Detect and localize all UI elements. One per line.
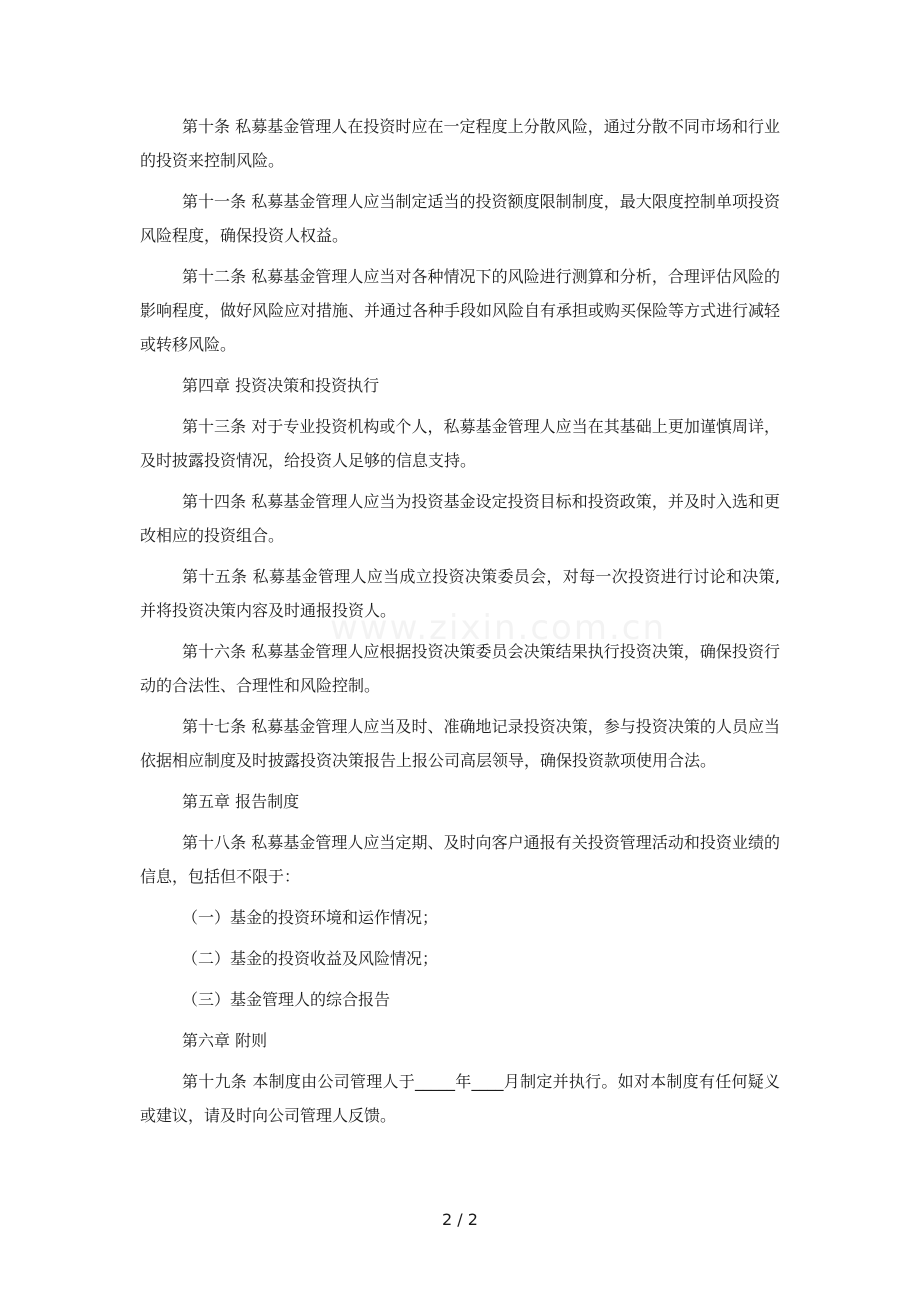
paragraph-article-13: 第十三条 对于专业投资机构或个人，私募基金管理人应当在其基础上更加谨慎周详，及时披露投资情况，给投资人足够的信息支持。 [140,417,780,470]
paragraph-article-10: 第十条 私募基金管理人在投资时应在一定程度上分散风险，通过分散不同市场和行业的投资来控制风险。 [140,117,780,170]
chapter-heading-4: 第四章 投资决策和投资执行 [182,376,380,395]
paragraph-article-17: 第十七条 私募基金管理人应当及时、准确地记录投资决策，参与投资决策的人员应当依据相应制度及时披露投资决策报告上报公司高层领导，确保投资款项使用合法。 [140,717,780,770]
paragraph-article-11: 第十一条 私募基金管理人应当制定适当的投资额度限制制度，最大限度控制单项投资风险程度，确保投资人权益。 [140,192,780,245]
document-body [140,110,780,1140]
page-number: 2 / 2 [442,1210,478,1229]
paragraph-article-16: 第十六条 私募基金管理人应根据投资决策委员会决策结果执行投资决策，确保投资行动的合法性、合理性和风险控制。 [140,642,780,695]
chapter-heading-6: 第六章 附则 [182,1031,268,1050]
paragraph-article-19: 第十九条 本制度由公司管理人于_____年____月制定并执行。如对本制度有任何疑义或建议，请及时向公司管理人反馈。 [140,1072,780,1125]
list-item-2: （二）基金的投资收益及风险情况； [182,949,439,968]
list-item-1: （一）基金的投资环境和运作情况； [182,908,439,927]
paragraph-article-14: 第十四条 私募基金管理人应当为投资基金设定投资目标和投资政策，并及时入选和更改相应的投资组合。 [140,492,780,545]
paragraph-article-18: 第十八条 私募基金管理人应当定期、及时向客户通报有关投资管理活动和投资业绩的信息，包括但不限于： [140,833,780,886]
watermark-text: www.zixin.com.cn [330,608,666,648]
paragraph-article-12: 第十二条 私募基金管理人应当对各种情况下的风险进行测算和分析，合理评估风险的影响程度，做好风险应对措施、并通过各种手段如风险自有承担或购买保险等方式进行减轻或转移风险。 [140,267,781,354]
paragraph-article-15: 第十五条 私募基金管理人应当成立投资决策委员会，对每一次投资进行讨论和决策,并将投资决策内容及时通报投资人。 [140,567,780,620]
list-item-3: （三）基金管理人的综合报告 [182,990,391,1009]
chapter-heading-5: 第五章 报告制度 [182,792,300,811]
